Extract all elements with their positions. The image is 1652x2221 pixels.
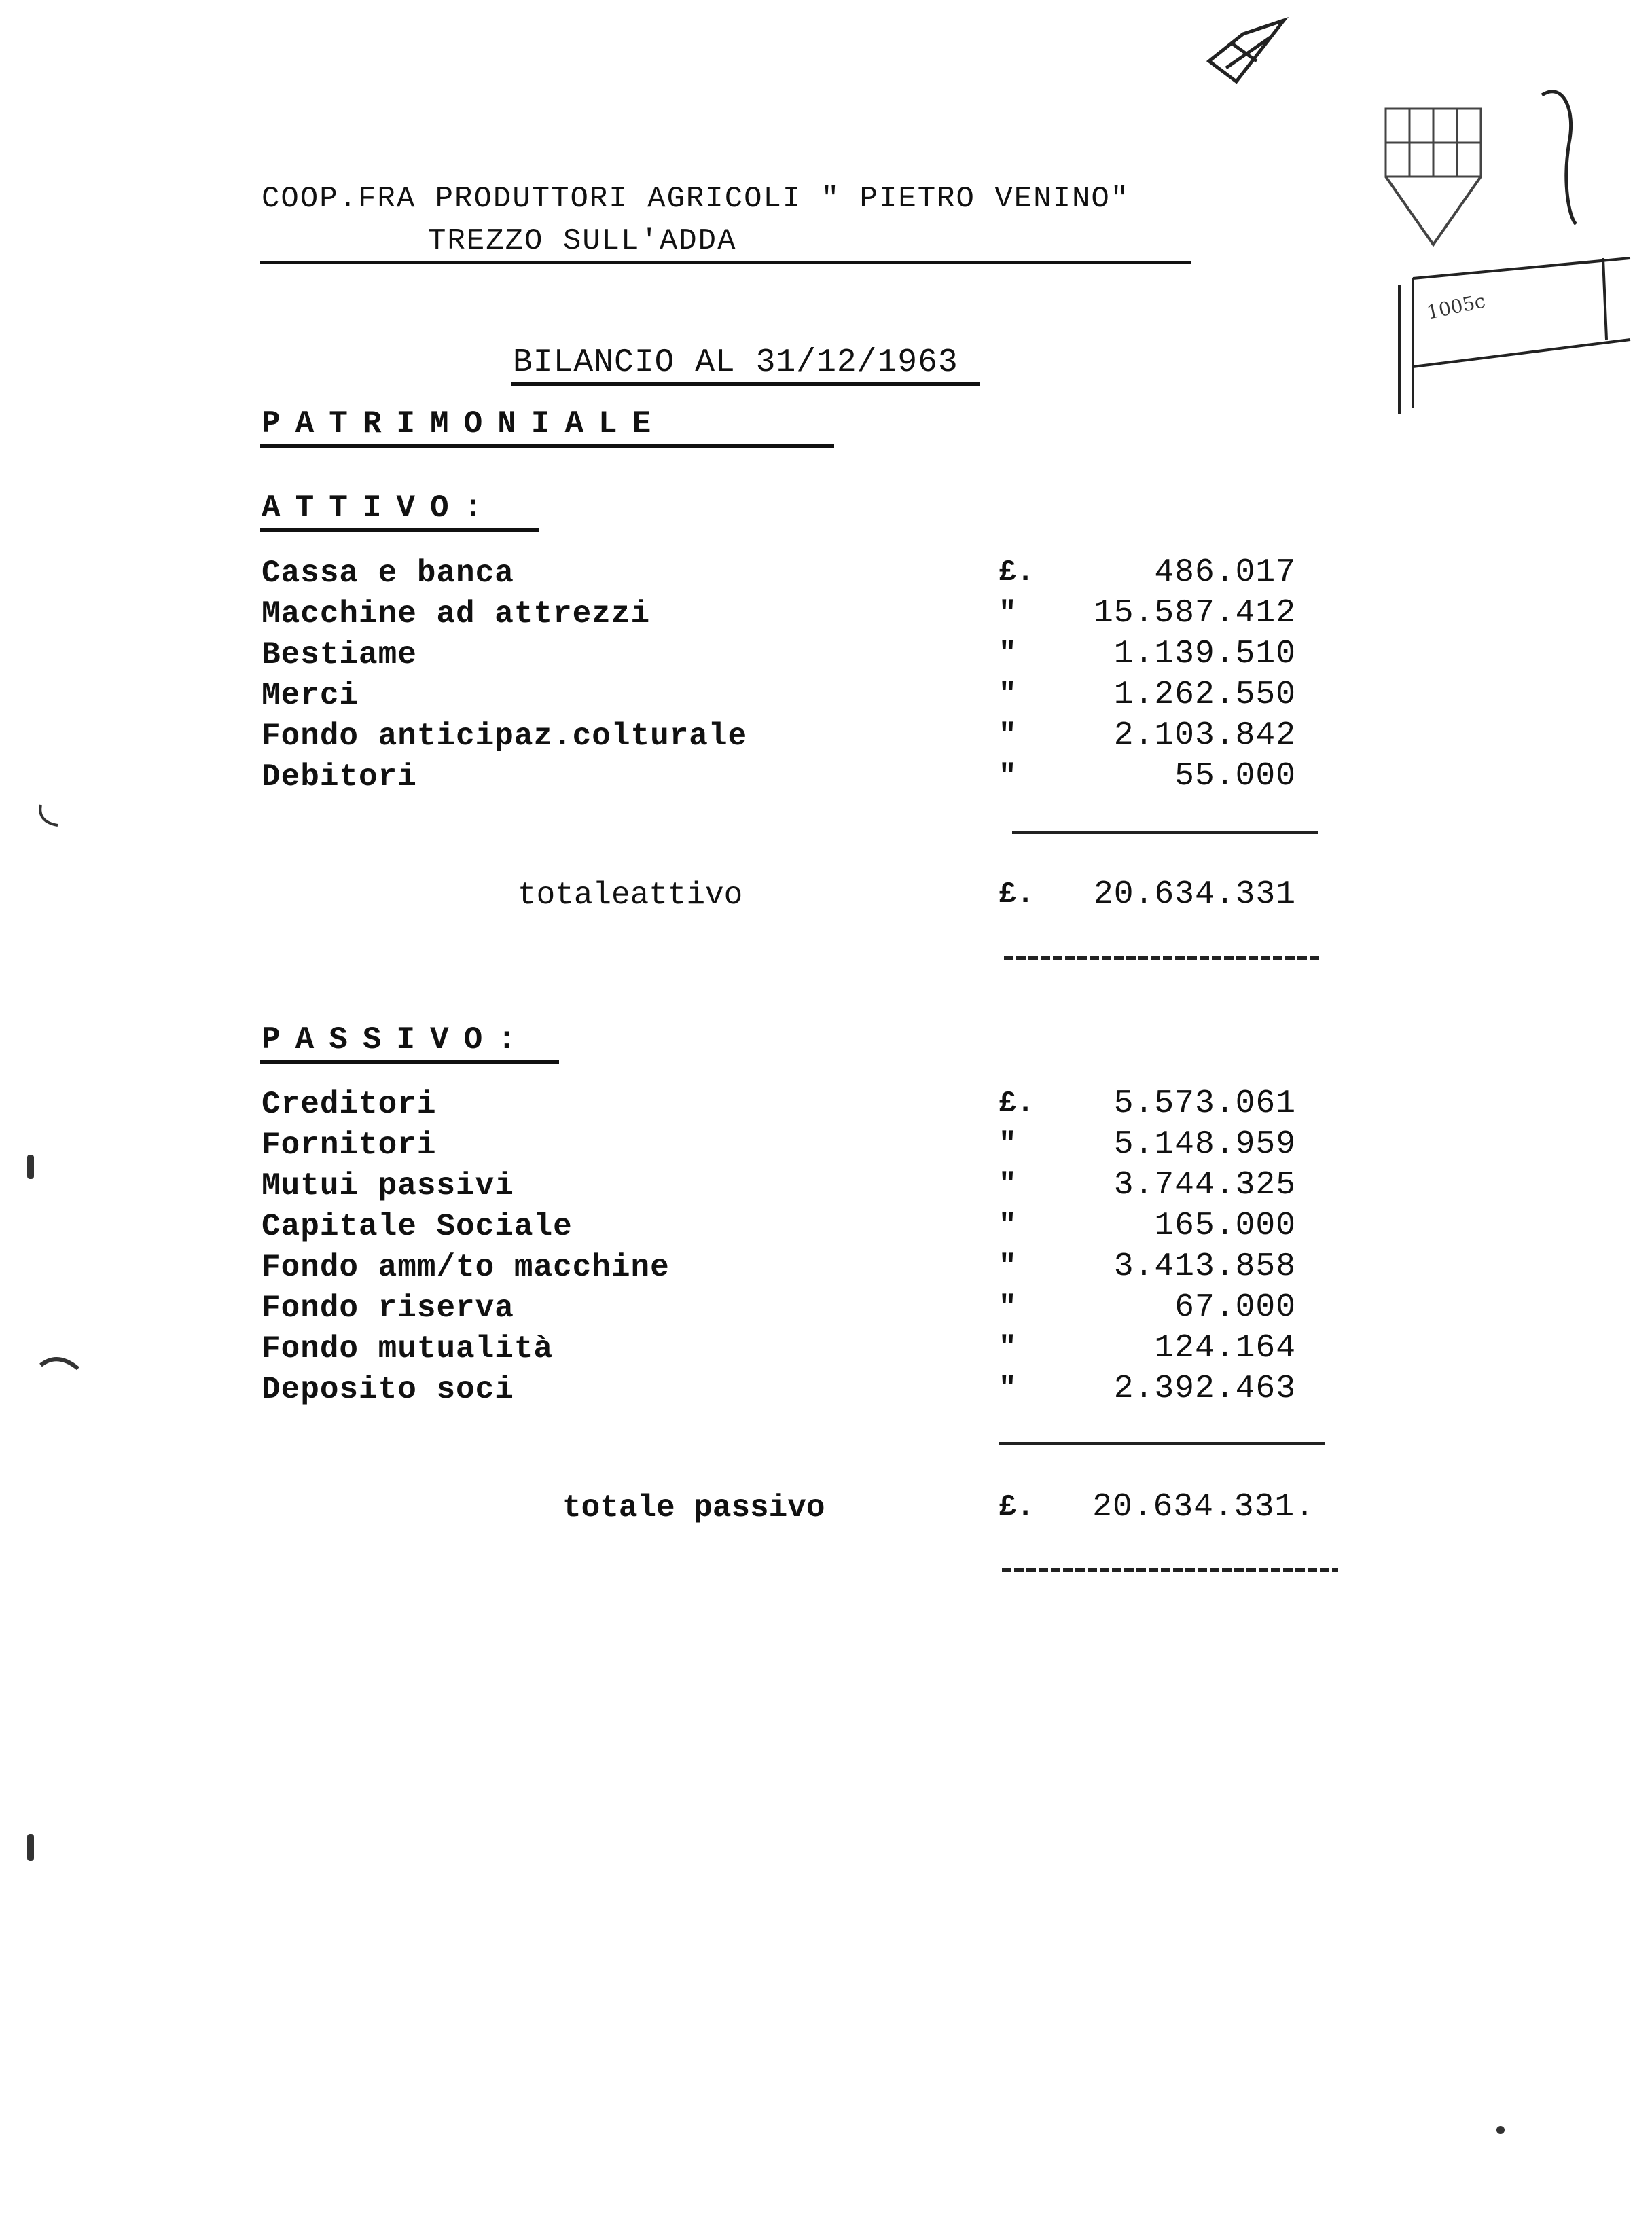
- title-underline: [511, 382, 980, 386]
- ledger-item-amount: 2.103.842: [1113, 717, 1296, 754]
- ledger-item-label: Macchine ad attrezzi: [262, 596, 651, 632]
- ledger-item-currency: ": [999, 1209, 1017, 1243]
- ledger-item-amount: 3.413.858: [1113, 1248, 1296, 1285]
- ledger-item-amount: 165.000: [1154, 1208, 1296, 1244]
- ledger-item-amount: 3.744.325: [1113, 1167, 1296, 1204]
- attivo-total-amount: 20.634.331: [1093, 876, 1296, 913]
- handwritten-diamond-mark: [1196, 14, 1304, 95]
- ledger-item-currency: £.: [999, 1087, 1035, 1121]
- margin-hook-mark: [27, 801, 61, 835]
- ledger-item-amount: 486.017: [1154, 554, 1296, 591]
- ledger-item-currency: ": [999, 1331, 1017, 1365]
- passivo-sum-rule: [999, 1442, 1325, 1445]
- ledger-item-currency: ": [999, 637, 1017, 671]
- ledger-item-amount: 124.164: [1154, 1330, 1296, 1367]
- ledger-item-amount: 1.262.550: [1113, 676, 1296, 713]
- ledger-item-label: Fondo riserva: [262, 1290, 514, 1326]
- ledger-item-label: Cassa e banca: [262, 556, 514, 591]
- ledger-item-label: Creditori: [262, 1087, 437, 1122]
- document-title: BILANCIO AL 31/12/1963: [513, 344, 958, 381]
- ledger-item-label: Mutui passivi: [262, 1168, 514, 1204]
- ledger-item-currency: ": [999, 1168, 1017, 1202]
- ledger-item-amount: 5.573.061: [1113, 1085, 1296, 1122]
- section-subtitle: PATRIMONIALE: [262, 406, 666, 441]
- speck-mark: [1496, 2126, 1505, 2134]
- ledger-item-label: Fornitori: [262, 1127, 437, 1163]
- margin-hook-mark: [37, 1348, 85, 1375]
- passivo-total-label: totale passivo: [562, 1490, 825, 1525]
- ledger-item-currency: ": [999, 1372, 1017, 1406]
- margin-note: 1005c: [1424, 289, 1488, 324]
- ledger-item-label: Fondo anticipaz.colturale: [262, 719, 748, 754]
- passivo-total-amount: 20.634.331.: [1092, 1489, 1315, 1525]
- attivo-total-label: totaleattivo: [518, 878, 743, 913]
- header-line-1: COOP.FRA PRODUTTORI AGRICOLI " PIETRO VENINO": [262, 182, 1130, 216]
- header-underline: [260, 261, 1191, 264]
- ledger-item-label: Bestiame: [262, 637, 417, 672]
- ledger-item-currency: ": [999, 678, 1017, 712]
- ledger-item-currency: ": [999, 1250, 1017, 1284]
- ledger-item-currency: £.: [999, 556, 1035, 590]
- ledger-item-amount: 2.392.463: [1113, 1371, 1296, 1407]
- passivo-heading: PASSIVO:: [262, 1022, 531, 1058]
- passivo-total-double-rule: [1002, 1568, 1338, 1572]
- ledger-item-label: Fondo mutualità: [262, 1331, 554, 1367]
- ledger-item-currency: ": [999, 596, 1017, 630]
- ledger-item-amount: 1.139.510: [1113, 636, 1296, 672]
- margin-speck: [27, 1834, 34, 1861]
- ledger-item-currency: ": [999, 1290, 1017, 1324]
- subtitle-underline: [260, 444, 834, 448]
- handwritten-sketch-mark: [1372, 82, 1651, 421]
- ledger-item-currency: ": [999, 719, 1017, 753]
- ledger-item-label: Debitori: [262, 759, 417, 795]
- attivo-total-double-rule: [1004, 956, 1320, 960]
- ledger-item-label: Merci: [262, 678, 359, 713]
- attivo-total-currency: £.: [999, 878, 1035, 911]
- ledger-item-label: Capitale Sociale: [262, 1209, 573, 1244]
- attivo-sum-rule: [1012, 831, 1318, 834]
- ledger-item-amount: 5.148.959: [1113, 1126, 1296, 1163]
- ledger-item-currency: ": [999, 759, 1017, 793]
- ledger-item-amount: 55.000: [1174, 758, 1296, 795]
- ledger-item-amount: 67.000: [1174, 1289, 1296, 1326]
- margin-speck: [27, 1155, 34, 1179]
- passivo-total-currency: £.: [999, 1490, 1035, 1524]
- header-line-2: TREZZO SULL'ADDA: [428, 224, 737, 258]
- passivo-heading-underline: [260, 1060, 559, 1064]
- ledger-item-label: Fondo amm/to macchine: [262, 1250, 670, 1285]
- ledger-item-currency: ": [999, 1127, 1017, 1161]
- attivo-heading-underline: [260, 528, 539, 532]
- ledger-item-amount: 15.587.412: [1093, 595, 1296, 632]
- ledger-item-label: Deposito soci: [262, 1372, 514, 1407]
- attivo-heading: ATTIVO:: [262, 490, 498, 526]
